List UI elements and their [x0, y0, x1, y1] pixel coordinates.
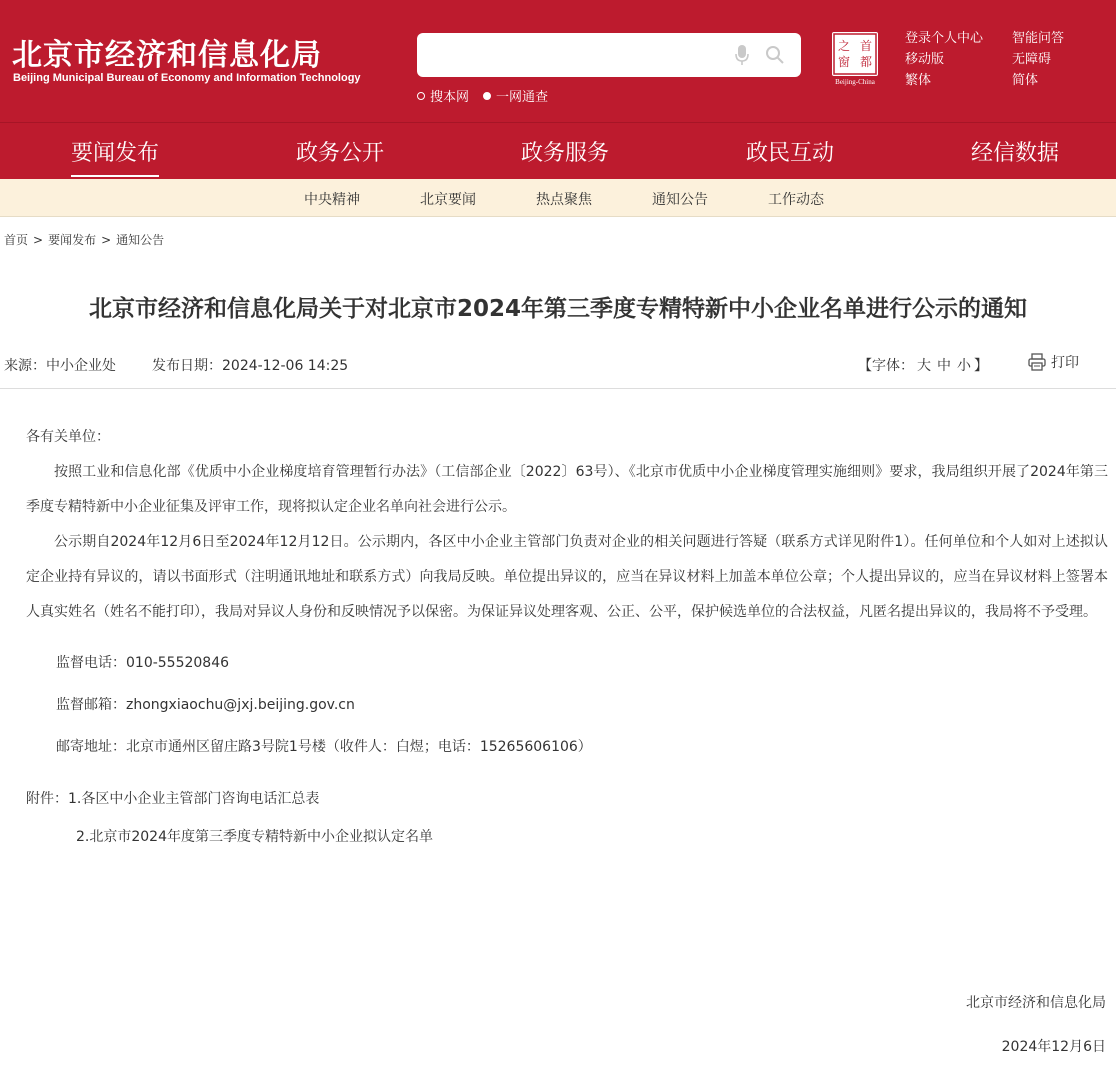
article-body [26, 420, 1108, 855]
print-label: 打印 [1051, 355, 1079, 371]
article-title: 北京市经济和信息化局关于对北京市2024年第三季度专精特新中小企业名单进行公示的通知 [88, 296, 1027, 322]
capital-window-logo[interactable] [830, 32, 880, 86]
paragraph-2: 公示期自2024年12月6日至2024年12月12日。公示期内，各区中小企业主管部门负责对企业的相关问题进行答疑（联系方式详见附件1）。任何单位和个人如对上述拟认定企业持有异议的，请以书面形式（注明通讯地址和联系方式）向我局反映。单位提出异议的，应当在异议材料上加盖本单位公章；个人提出异议的，应当在异议材料上签署本人真实姓名（姓名不能打印），我局对异议人身份和反映情况予以保密。为保证异议处理客观、公正、公平，保护候选单位的合法权益，凡匿名提出异议的，我局将不予受理。 [26, 534, 1108, 620]
search-box [417, 33, 801, 77]
sub-nav [0, 179, 1116, 217]
radio-unchecked-icon [417, 92, 425, 100]
article-meta [4, 355, 348, 375]
seal-char-3: 之 [838, 39, 851, 53]
greeting: 各有关单位： [26, 429, 110, 445]
search-icon[interactable] [765, 45, 785, 65]
smart-qa-link[interactable]: 智能问答 [1012, 31, 1065, 46]
sub-nav-beijing-news[interactable]: 北京要闻 [420, 192, 476, 208]
attachments-label: 附件： [26, 791, 68, 807]
login-link[interactable]: 登录个人中心 [905, 31, 984, 46]
font-size-large[interactable]: 大 [917, 358, 931, 374]
seal-caption: Beijing-China [835, 78, 875, 86]
source-label: 来源： [4, 358, 46, 374]
font-size-medium[interactable]: 中 [937, 358, 951, 374]
nav-item-gov-services[interactable]: 政务服务 [521, 141, 610, 166]
nav-item-interaction[interactable]: 政民互动 [746, 141, 835, 166]
font-size-close: 】 [974, 358, 988, 374]
attachment-1 [26, 778, 1108, 820]
breadcrumb-notices[interactable]: 通知公告 [116, 233, 165, 247]
contact-address: 邮寄地址：北京市通州区留庄路3号院1号楼（收件人：白煜；电话：15265606106） [56, 739, 592, 755]
sub-nav-central-spirit[interactable]: 中央精神 [304, 192, 360, 208]
attachment-2-link[interactable]: 2.北京市2024年度第三季度专精特新中小企业拟认定名单 [76, 829, 433, 845]
contact-email: 监督邮箱：zhongxiaochu@jxj.beijing.gov.cn [56, 697, 355, 713]
radio-checked-icon [483, 92, 491, 100]
seal-char-2: 都 [860, 55, 873, 69]
site-subtitle: Beijing Municipal Bureau of Economy and Information Technology [13, 72, 361, 84]
printer-icon [1028, 353, 1046, 371]
search-scope-site[interactable] [417, 86, 469, 105]
search-scope-options [417, 86, 548, 105]
nav-item-gov-affairs-open[interactable]: 政务公开 [296, 141, 385, 166]
site-title[interactable]: 北京市经济和信息化局 [12, 38, 322, 73]
seal-icon [832, 32, 878, 76]
date-value: 2024-12-06 14:25 [222, 358, 349, 374]
print-button[interactable] [1028, 352, 1079, 372]
font-size-label: 【字体： [858, 358, 914, 374]
accessibility-link[interactable]: 无障碍 [1012, 52, 1052, 67]
breadcrumb [4, 231, 164, 248]
seal-char-4: 窗 [838, 55, 851, 69]
signature-date: 2024年12月6日 [1001, 1039, 1106, 1055]
date-label: 发布日期： [152, 358, 222, 374]
breadcrumb-separator: > [33, 233, 44, 247]
font-size-control [858, 355, 988, 375]
main-nav [0, 122, 1116, 179]
search-input[interactable] [427, 39, 727, 71]
seal-char-1: 首 [860, 39, 873, 53]
source-value: 中小企业处 [46, 358, 116, 374]
top-links [905, 30, 1092, 90]
nav-item-data[interactable]: 经信数据 [971, 141, 1060, 166]
attachment-1-link[interactable]: 1.各区中小企业主管部门咨询电话汇总表 [68, 791, 320, 807]
meta-divider [0, 388, 1116, 389]
search-scope-all-label: 一网通查 [496, 90, 549, 105]
sub-nav-notices[interactable]: 通知公告 [652, 192, 708, 208]
paragraph-1: 按照工业和信息化部《优质中小企业梯度培育管理暂行办法》（工信部企业〔2022〕63号）、《北京市优质中小企业梯度管理实施细则》要求，我局组织开展了2024年第三季度专精特新中小企业征集及评审工作，现将拟认定企业名单向社会进行公示。 [26, 464, 1108, 515]
search-scope-all[interactable] [483, 86, 548, 105]
attachment-2 [26, 820, 1108, 855]
simplified-chinese-link[interactable]: 简体 [1012, 73, 1039, 88]
sub-nav-work-updates[interactable]: 工作动态 [768, 192, 824, 208]
contact-phone: 监督电话：010-55520846 [56, 655, 230, 671]
breadcrumb-separator: > [101, 233, 112, 247]
font-size-small[interactable]: 小 [957, 358, 971, 374]
traditional-chinese-link[interactable]: 繁体 [905, 73, 932, 88]
microphone-icon[interactable] [735, 44, 749, 66]
site-header [0, 0, 1116, 122]
nav-item-news[interactable]: 要闻发布 [71, 136, 159, 167]
search-scope-site-label: 搜本网 [430, 90, 470, 105]
mobile-version-link[interactable]: 移动版 [905, 52, 945, 67]
breadcrumb-home[interactable]: 首页 [4, 233, 29, 247]
breadcrumb-news[interactable]: 要闻发布 [48, 233, 97, 247]
sub-nav-hot-topics[interactable]: 热点聚焦 [536, 192, 592, 208]
signature-org: 北京市经济和信息化局 [966, 995, 1106, 1011]
